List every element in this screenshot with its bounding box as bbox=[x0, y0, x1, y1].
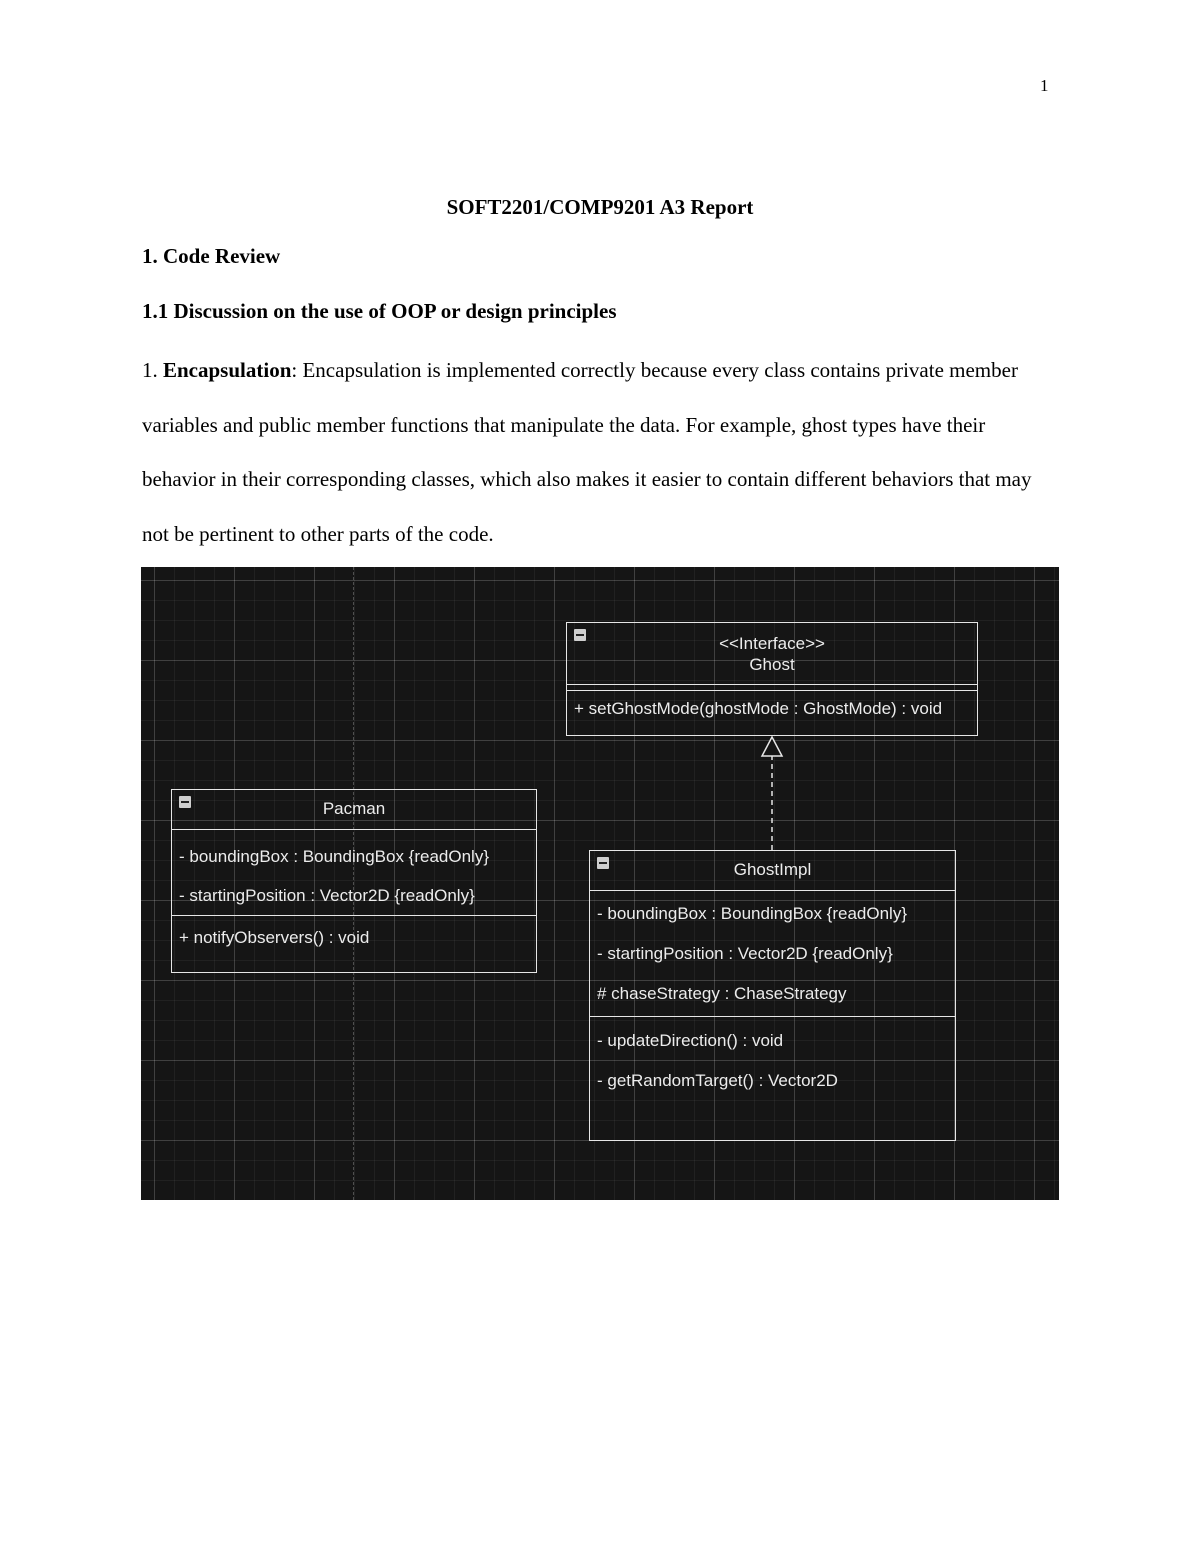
paragraph-text: : Encapsulation is implemented correctly because every class contains private member variables and public member functions that manipulate the data. For example, ghost types have their behavior in their corresponding classes, which also makes it easier to contain different behaviors that may not be pertinent to other parts of the code. bbox=[142, 358, 1032, 546]
section-heading: 1. Code Review bbox=[142, 244, 281, 268]
method-row: + notifyObservers() : void bbox=[179, 928, 370, 947]
ghost-impl-header bbox=[590, 851, 955, 891]
collapse-icon[interactable] bbox=[179, 796, 191, 808]
document-title: SOFT2201/COMP9201 A3 Report bbox=[446, 195, 754, 219]
ghost-impl-class[interactable] bbox=[589, 850, 956, 1141]
paragraph-number: 1. bbox=[142, 358, 158, 382]
attribute-row: - boundingBox : BoundingBox {readOnly} bbox=[597, 904, 908, 923]
encapsulation-paragraph bbox=[142, 343, 1062, 561]
ghost-methods-section bbox=[567, 691, 977, 719]
ghost-impl-attributes-section bbox=[590, 891, 955, 1017]
method-row: - getRandomTarget() : Vector2D bbox=[597, 1071, 838, 1090]
pacman-header bbox=[172, 790, 536, 830]
subsection-heading: 1.1 Discussion on the use of OOP or design principles bbox=[142, 299, 617, 323]
attribute-row: - startingPosition : Vector2D {readOnly} bbox=[179, 886, 475, 905]
pacman-class[interactable] bbox=[171, 789, 537, 973]
uml-class-diagram bbox=[141, 567, 1059, 1200]
attribute-row: - startingPosition : Vector2D {readOnly} bbox=[597, 944, 893, 963]
ghost-interface-class[interactable] bbox=[566, 622, 978, 736]
ghost-name: Ghost bbox=[749, 655, 795, 674]
ghost-stereotype: <<Interface>> bbox=[719, 634, 825, 653]
collapse-icon[interactable] bbox=[597, 857, 609, 869]
collapse-icon[interactable] bbox=[574, 629, 586, 641]
ghost-impl-name: GhostImpl bbox=[733, 860, 812, 879]
method-row: + setGhostMode(ghostMode : GhostMode) : void bbox=[574, 699, 943, 718]
attribute-row: - boundingBox : BoundingBox {readOnly} bbox=[179, 847, 490, 866]
ghost-impl-methods-section bbox=[590, 1017, 955, 1101]
pacman-attributes-section bbox=[172, 830, 536, 916]
page-number: 1 bbox=[1040, 76, 1049, 95]
ghost-interface-header bbox=[567, 623, 977, 685]
paragraph-term: Encapsulation bbox=[163, 358, 292, 382]
method-row: - updateDirection() : void bbox=[597, 1031, 784, 1050]
pacman-methods-section bbox=[172, 916, 536, 948]
pacman-name: Pacman bbox=[322, 799, 386, 818]
attribute-row: # chaseStrategy : ChaseStrategy bbox=[597, 984, 847, 1003]
